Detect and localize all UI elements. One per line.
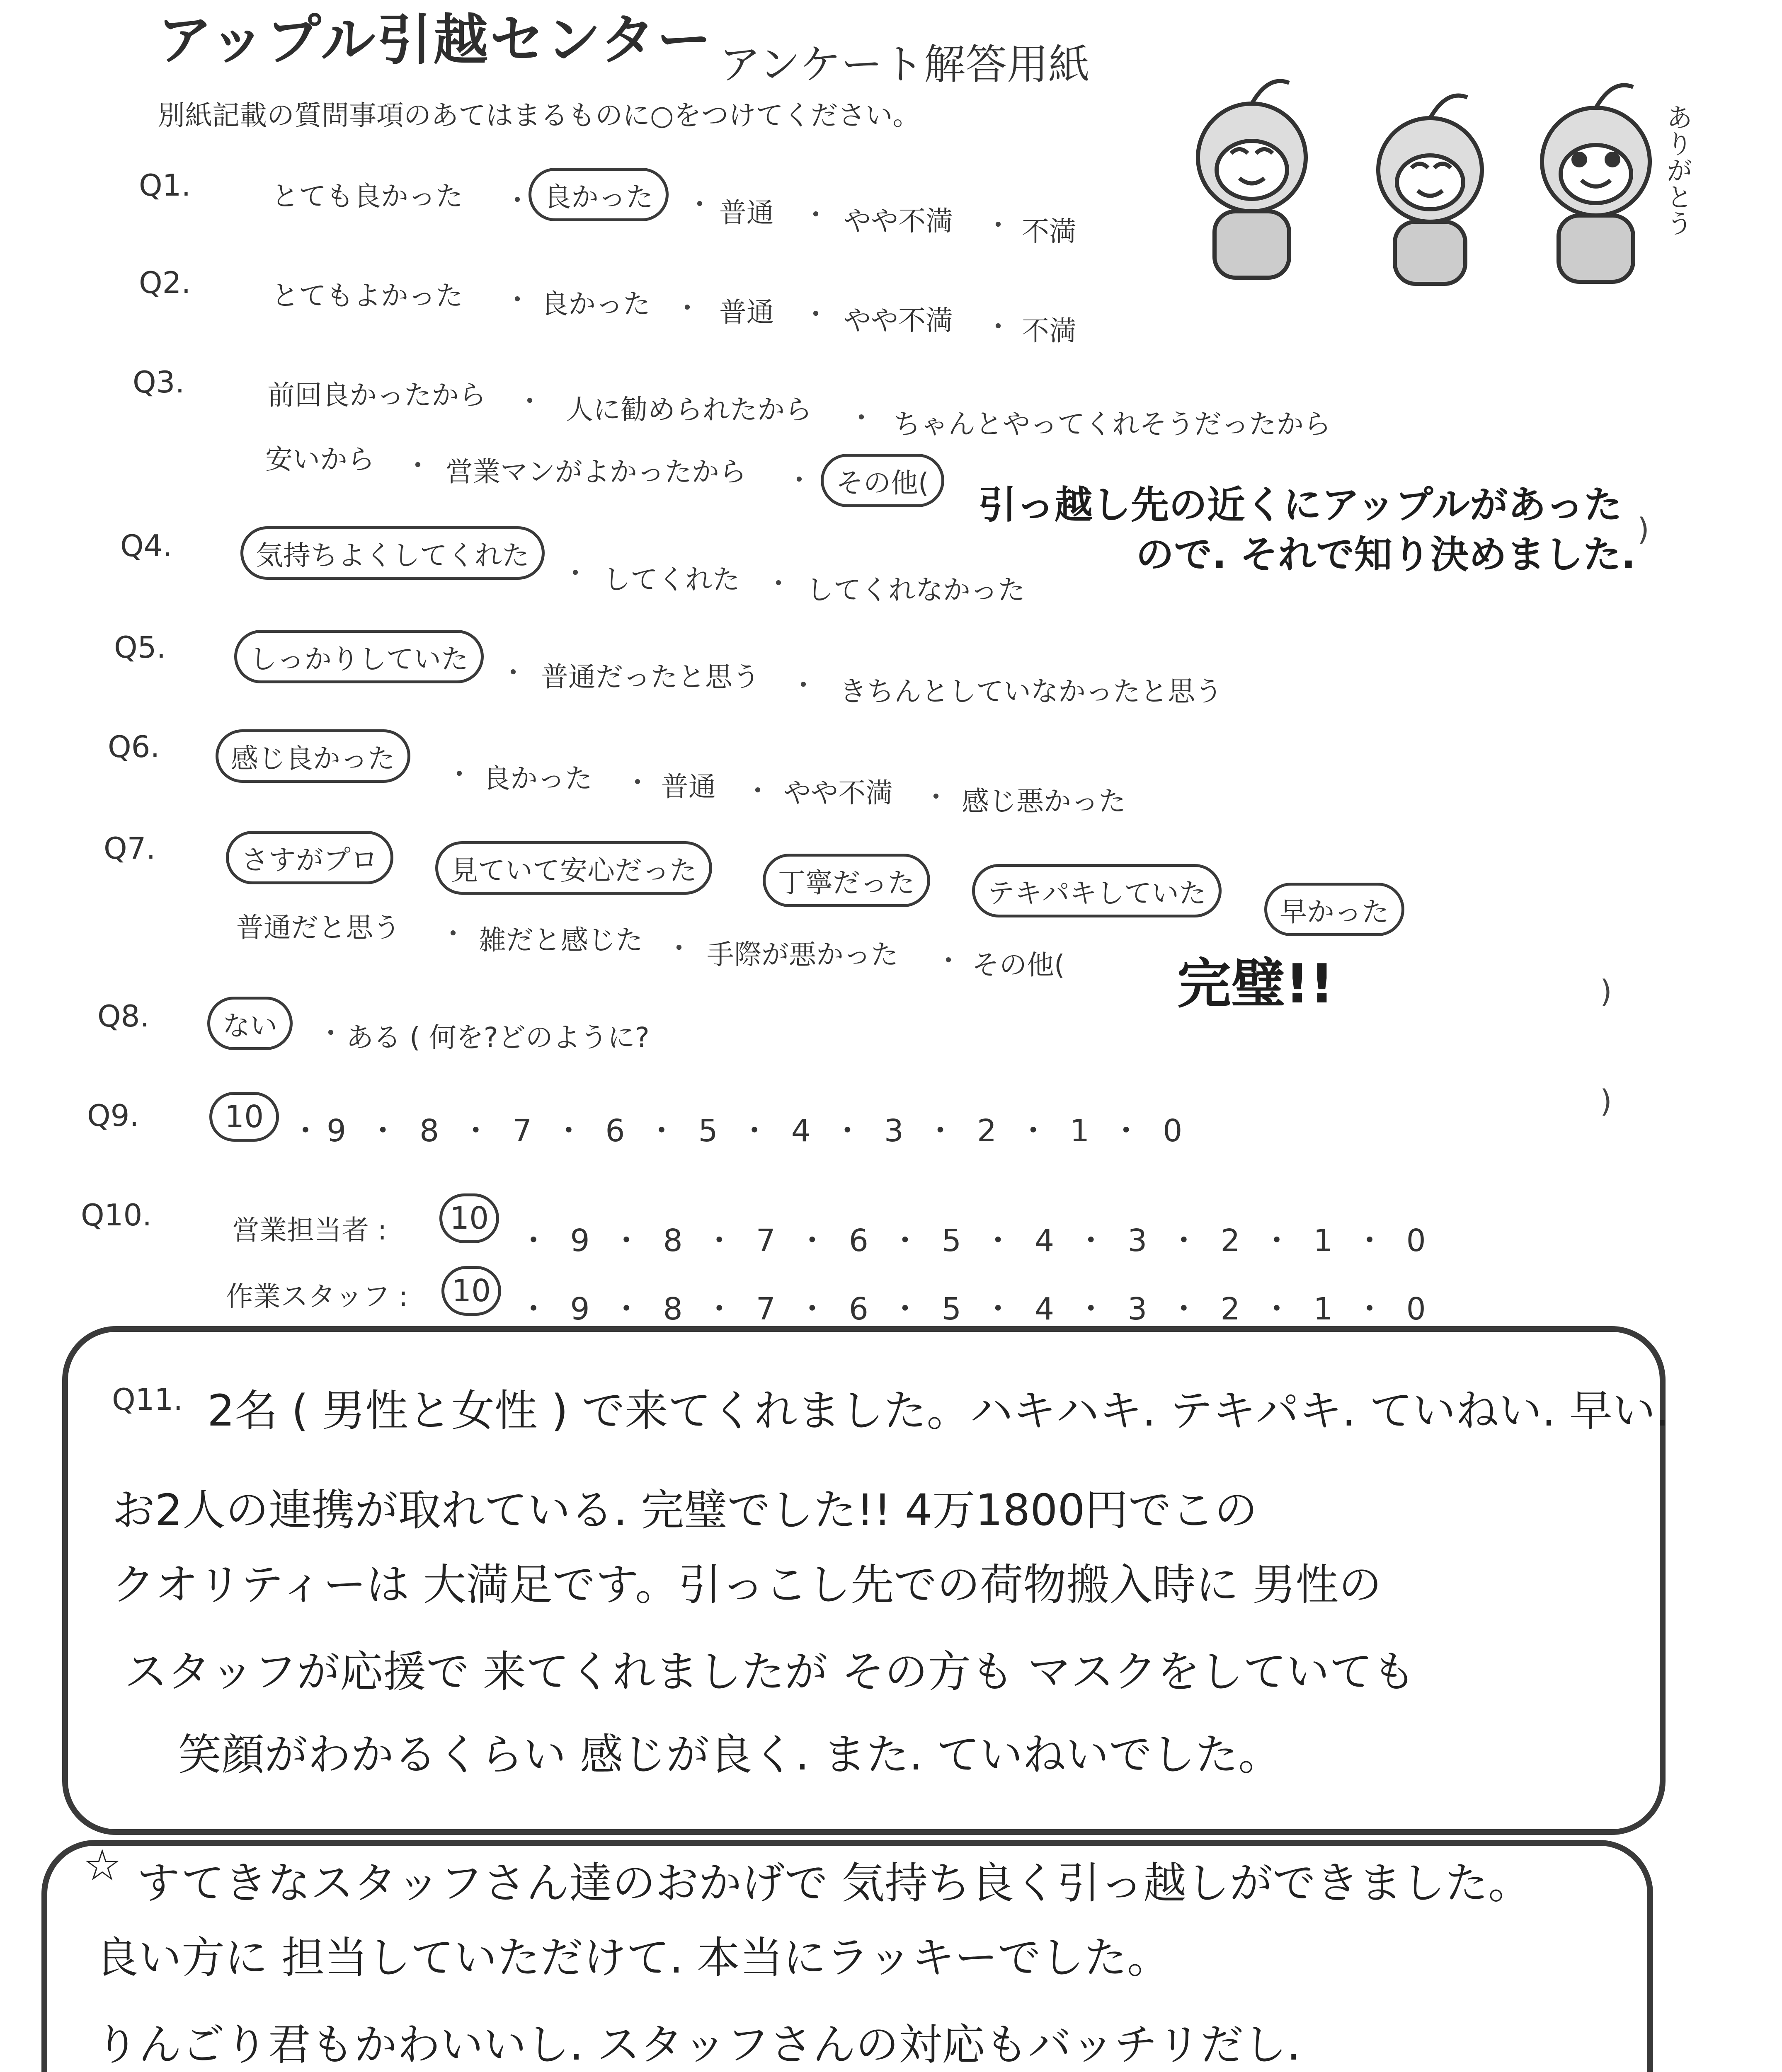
mascot-left bbox=[1198, 81, 1306, 278]
separator: ・ bbox=[848, 402, 875, 434]
q7-option-6[interactable]: 普通だと思う bbox=[236, 912, 400, 944]
separator: ・ bbox=[317, 1017, 344, 1049]
separator: ・ bbox=[686, 189, 713, 220]
separator: ・ bbox=[984, 311, 1012, 343]
separator: ・ bbox=[504, 184, 531, 216]
separator: ・ bbox=[504, 284, 531, 316]
q6-option-5[interactable]: 感じ悪かった bbox=[962, 785, 1126, 817]
q11-label: Q11. bbox=[112, 1382, 183, 1417]
q5-option-2[interactable]: 普通だったと思う bbox=[541, 661, 760, 693]
separator: ・ bbox=[446, 758, 473, 790]
separator: ・ bbox=[674, 292, 701, 324]
q4-option-2[interactable]: してくれた bbox=[603, 564, 740, 595]
extra-comment-star: ☆ bbox=[83, 1840, 122, 1890]
q9-score-8[interactable]: 8 bbox=[419, 1113, 445, 1149]
q3-option-1[interactable]: 前回良かったから bbox=[267, 379, 486, 411]
extra-comment-line-1: すてきなスタッフさん達のおかげで 気持ち良く引っ越しができました。 bbox=[137, 1858, 1532, 1908]
q7-option-3[interactable]: 丁寧だった bbox=[763, 854, 930, 907]
q11-line-2: お2人の連携が取れている. 完璧でした!! 4万1800円でこの bbox=[112, 1485, 1258, 1535]
mascot-badge-text: ありがとう bbox=[1662, 104, 1692, 236]
sheet-subtitle: アンケート解答用紙 bbox=[719, 40, 1090, 89]
q3-label: Q3. bbox=[133, 365, 185, 399]
q10-sales-label: 営業担当者 : bbox=[232, 1214, 387, 1246]
q9-score-3[interactable]: 3 bbox=[884, 1113, 909, 1149]
q1-option-1[interactable]: とても良かった bbox=[272, 180, 463, 212]
q9-scale-rest: ・9 ・ 8 ・ 7 ・ 6 ・ 5 ・ 4 ・ 3 ・ 2 ・ 1 ・ 0 bbox=[290, 1113, 1188, 1149]
q9-score-10[interactable]: 10 bbox=[209, 1092, 279, 1142]
mascot-right bbox=[1542, 85, 1650, 282]
q9-score-5[interactable]: 5 bbox=[698, 1113, 724, 1149]
q2-option-5[interactable]: 不満 bbox=[1022, 315, 1076, 347]
q7-option-2[interactable]: 見ていて安心だった bbox=[435, 841, 712, 895]
separator: ・ bbox=[786, 464, 813, 496]
q10-staff-label: 作業スタッフ : bbox=[226, 1280, 408, 1312]
separator: ・ bbox=[665, 932, 693, 964]
q10-staff-score-10[interactable]: 10 bbox=[441, 1266, 501, 1316]
q1-label: Q1. bbox=[139, 168, 191, 203]
separator: ・ bbox=[404, 450, 432, 482]
separator: ・ bbox=[935, 945, 962, 977]
q9-score-1[interactable]: 1 bbox=[1070, 1113, 1096, 1149]
q4-option-1[interactable]: 気持ちよくしてくれた bbox=[240, 526, 545, 580]
q2-label: Q2. bbox=[139, 265, 191, 300]
q11-line-3: クオリティーは 大満足です。引っこし先での荷物搬入時に 男性の bbox=[112, 1559, 1382, 1610]
q9-score-9[interactable]: 9 bbox=[327, 1113, 352, 1149]
mascot-middle bbox=[1378, 96, 1482, 284]
q2-option-1[interactable]: とてもよかった bbox=[272, 280, 463, 312]
q2-option-3[interactable]: 普通 bbox=[719, 296, 774, 328]
q3-handwritten-line-1: 引っ越し先の近くにアップルがあった bbox=[978, 483, 1622, 527]
q5-option-3[interactable]: きちんとしていなかったと思う bbox=[839, 675, 1222, 707]
q10-staff-scale-rest: ・ 9 ・ 8 ・ 7 ・ 6 ・ 5 ・ 4 ・ 3 ・ 2 ・ 1 ・ 0 bbox=[518, 1291, 1432, 1327]
q7-option-8[interactable]: 手際が悪かった bbox=[707, 939, 898, 971]
separator: ・ bbox=[624, 767, 651, 799]
q5-label: Q5. bbox=[114, 630, 166, 665]
q10-sales-score-10[interactable]: 10 bbox=[439, 1193, 499, 1243]
q2-option-4[interactable]: やや不満 bbox=[844, 305, 953, 336]
separator: ・ bbox=[922, 781, 950, 813]
q1-option-2[interactable]: 良かった bbox=[529, 168, 669, 221]
q6-option-1[interactable]: 感じ良かった bbox=[216, 729, 410, 783]
q3-option-5[interactable]: 営業マンがよかったから bbox=[446, 456, 747, 488]
separator: ・ bbox=[499, 657, 527, 689]
q3-close-paren: ) bbox=[1637, 512, 1649, 547]
extra-comment-line-3: りんごり君もかわいいし. スタッフさんの対応もバッチリだし. bbox=[95, 2019, 1301, 2070]
q7-handwritten: 完璧!! bbox=[1177, 952, 1334, 1015]
q7-option-7[interactable]: 雑だと感じた bbox=[479, 924, 643, 956]
q7-close-paren: ) bbox=[1600, 974, 1612, 1009]
q9-score-6[interactable]: 6 bbox=[605, 1113, 631, 1149]
q10-label: Q10. bbox=[81, 1198, 152, 1232]
q3-handwritten-line-2: ので. それで知り決めました. bbox=[1136, 533, 1636, 577]
q8-close-paren: ) bbox=[1600, 1084, 1612, 1119]
q7-label: Q7. bbox=[104, 831, 156, 866]
q6-option-2[interactable]: 良かった bbox=[483, 762, 592, 794]
separator: ・ bbox=[802, 199, 829, 231]
q8-option-1[interactable]: ない bbox=[207, 997, 293, 1050]
q6-option-4[interactable]: やや不満 bbox=[783, 777, 893, 809]
separator: ・ bbox=[744, 775, 771, 807]
extra-comment-line-2: 良い方に 担当していただけて. 本当にラッキーでした。 bbox=[95, 1932, 1171, 1983]
q11-line-4: スタッフが応援で 来てくれましたが その方も マスクをしていても bbox=[124, 1646, 1416, 1697]
brand-title: アップル引越センター bbox=[158, 8, 713, 72]
q11-line-5: 笑顔がわかるくらい 感じが良く. また. ていねいでした。 bbox=[178, 1729, 1282, 1780]
q3-option-2[interactable]: 人に勧められたから bbox=[566, 394, 812, 426]
q6-label: Q6. bbox=[108, 729, 160, 764]
separator: ・ bbox=[765, 568, 792, 600]
q9-score-2[interactable]: 2 bbox=[977, 1113, 1003, 1149]
q7-option-other[interactable]: その他( bbox=[972, 949, 1065, 981]
q7-option-5[interactable]: 早かった bbox=[1264, 883, 1404, 936]
q10-sales-scale-rest: ・ 9 ・ 8 ・ 7 ・ 6 ・ 5 ・ 4 ・ 3 ・ 2 ・ 1 ・ 0 bbox=[518, 1223, 1432, 1259]
q9-score-0[interactable]: 0 bbox=[1163, 1113, 1188, 1149]
separator: ・ bbox=[562, 557, 589, 589]
q9-score-4[interactable]: 4 bbox=[791, 1113, 817, 1149]
q1-option-5[interactable]: 不満 bbox=[1022, 215, 1076, 247]
q3-option-3[interactable]: ちゃんとやってくれそうだったから bbox=[893, 408, 1331, 440]
separator: ・ bbox=[802, 298, 829, 330]
q9-label: Q9. bbox=[87, 1098, 139, 1133]
q1-option-4[interactable]: やや不満 bbox=[844, 205, 953, 237]
q4-option-3[interactable]: してくれなかった bbox=[806, 574, 1025, 606]
q7-option-1[interactable]: さすがプロ bbox=[226, 831, 393, 884]
q9-score-7[interactable]: 7 bbox=[512, 1113, 538, 1149]
q6-option-3[interactable]: 普通 bbox=[661, 771, 716, 803]
q2-option-2[interactable]: 良かった bbox=[541, 288, 650, 320]
q8-label: Q8. bbox=[97, 999, 150, 1034]
instructions: 別紙記載の質問事項のあてはまるものに○をつけてください。 bbox=[158, 99, 920, 131]
monkey-mascot-icon bbox=[1165, 58, 1720, 290]
separator: ・ bbox=[984, 209, 1012, 241]
q4-label: Q4. bbox=[120, 528, 172, 563]
q3-option-other[interactable]: その他( bbox=[821, 454, 944, 507]
separator: ・ bbox=[439, 918, 467, 950]
q7-option-4[interactable]: テキパキしていた bbox=[972, 864, 1222, 917]
q1-option-3[interactable]: 普通 bbox=[719, 197, 774, 229]
q3-option-4[interactable]: 安いから bbox=[265, 443, 375, 475]
separator: ・ bbox=[516, 385, 543, 417]
q8-option-2[interactable]: ある ( 何を?どのように? bbox=[346, 1021, 650, 1053]
q11-line-1: 2名 ( 男性と女性 ) で来てくれました。ハキハキ. テキパキ. ていねい. 早い. bbox=[207, 1385, 1669, 1436]
q5-option-1[interactable]: しっかりしていた bbox=[234, 630, 484, 683]
separator: ・ bbox=[790, 669, 817, 701]
